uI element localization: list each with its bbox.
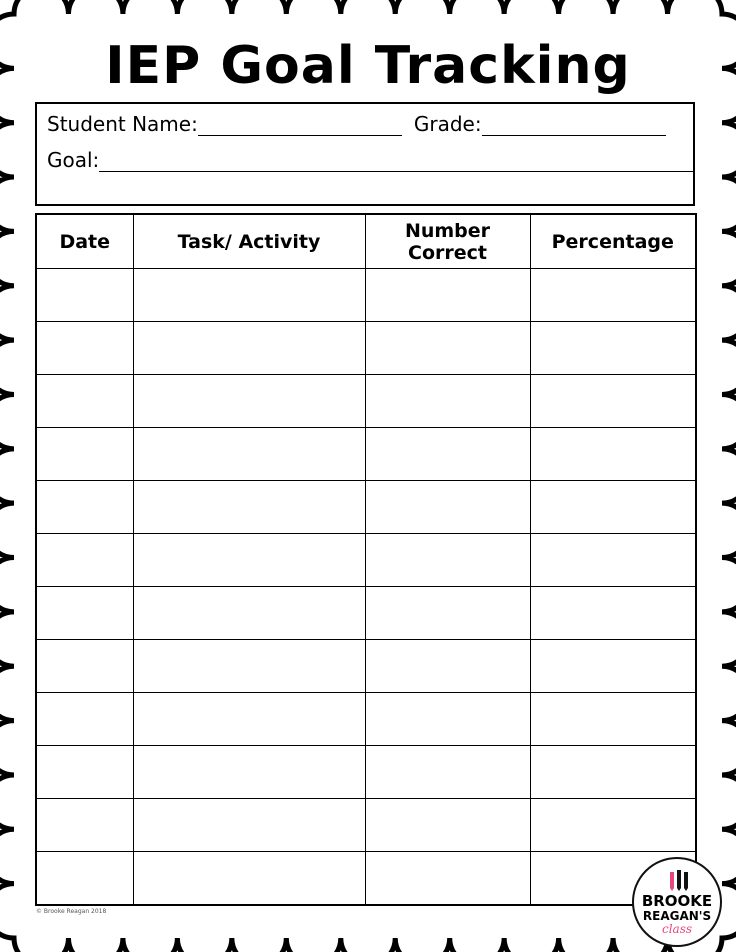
- table-cell[interactable]: [133, 693, 365, 746]
- table-cell[interactable]: [133, 481, 365, 534]
- table-cell[interactable]: [365, 640, 530, 693]
- student-grade-row: [47, 112, 666, 136]
- table-cell[interactable]: [133, 534, 365, 587]
- table-cell[interactable]: [530, 428, 696, 481]
- table-row: [36, 375, 696, 428]
- table-cell[interactable]: [36, 640, 133, 693]
- logo-line-2: REAGAN'S: [642, 909, 712, 923]
- table-cell[interactable]: [530, 322, 696, 375]
- logo-line-3: class: [661, 922, 693, 936]
- table-cell[interactable]: [36, 534, 133, 587]
- table-cell[interactable]: [133, 640, 365, 693]
- table-cell[interactable]: [530, 269, 696, 322]
- table-cell[interactable]: [36, 587, 133, 640]
- table-row: [36, 852, 696, 906]
- grade-label: Grade:: [413, 112, 482, 136]
- table-cell[interactable]: [530, 375, 696, 428]
- table-cell[interactable]: [530, 640, 696, 693]
- table-cell[interactable]: [133, 746, 365, 799]
- table-cell[interactable]: [133, 428, 365, 481]
- table-row: [36, 269, 696, 322]
- grade-field[interactable]: [482, 117, 666, 136]
- table-row: [36, 481, 696, 534]
- table-cell[interactable]: [530, 693, 696, 746]
- header-percentage: Percentage: [530, 214, 696, 269]
- goal-row: [47, 148, 693, 172]
- table-cell[interactable]: [530, 587, 696, 640]
- copyright-text: © Brooke Reagan 2018: [36, 908, 107, 915]
- header-date: Date: [36, 214, 133, 269]
- table-row: [36, 640, 696, 693]
- logo-line-1: BROOKE: [641, 892, 713, 910]
- pencils-icon: [668, 869, 690, 891]
- table-cell[interactable]: [365, 693, 530, 746]
- table-row: [36, 322, 696, 375]
- table-cell[interactable]: [530, 799, 696, 852]
- header-number-correct: Number Correct: [365, 214, 530, 269]
- table-cell[interactable]: [36, 481, 133, 534]
- table-row: [36, 693, 696, 746]
- table-cell[interactable]: [133, 852, 365, 906]
- table-row: [36, 534, 696, 587]
- table-cell[interactable]: [36, 746, 133, 799]
- table-cell[interactable]: [133, 799, 365, 852]
- table-cell[interactable]: [36, 428, 133, 481]
- table-cell[interactable]: [530, 481, 696, 534]
- table-row: [36, 799, 696, 852]
- brand-logo: [632, 857, 722, 947]
- table-cell[interactable]: [36, 693, 133, 746]
- table-header-row: [36, 214, 696, 269]
- page-title: IEP Goal Tracking: [105, 36, 631, 96]
- student-name-field[interactable]: [198, 117, 402, 136]
- goal-field[interactable]: [99, 153, 693, 172]
- student-name-label: Student Name:: [47, 112, 198, 136]
- table-row: [36, 428, 696, 481]
- table-body: [36, 269, 696, 906]
- table-row: [36, 587, 696, 640]
- header-task-activity: Task/ Activity: [133, 214, 365, 269]
- tracking-table: [35, 213, 697, 906]
- table-cell[interactable]: [36, 269, 133, 322]
- table-cell[interactable]: [365, 322, 530, 375]
- goal-label: Goal:: [47, 148, 100, 172]
- table-cell[interactable]: [530, 534, 696, 587]
- student-info-box: [35, 102, 695, 206]
- table-cell[interactable]: [36, 799, 133, 852]
- table-cell[interactable]: [133, 375, 365, 428]
- table-cell[interactable]: [133, 322, 365, 375]
- table-cell[interactable]: [36, 375, 133, 428]
- table-cell[interactable]: [365, 534, 530, 587]
- table-cell[interactable]: [365, 799, 530, 852]
- table-row: [36, 746, 696, 799]
- table-cell[interactable]: [365, 269, 530, 322]
- table-cell[interactable]: [365, 587, 530, 640]
- table-cell[interactable]: [365, 428, 530, 481]
- table-cell[interactable]: [36, 852, 133, 906]
- table-cell[interactable]: [365, 746, 530, 799]
- table-cell[interactable]: [36, 322, 133, 375]
- table-cell[interactable]: [365, 852, 530, 906]
- table-cell[interactable]: [365, 481, 530, 534]
- table-cell[interactable]: [133, 587, 365, 640]
- table-cell[interactable]: [365, 375, 530, 428]
- table-cell[interactable]: [530, 746, 696, 799]
- table-cell[interactable]: [133, 269, 365, 322]
